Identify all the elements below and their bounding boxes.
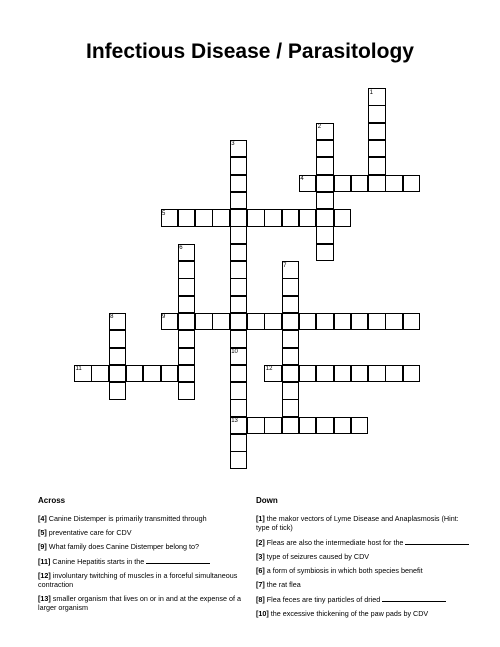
crossword-cell[interactable] xyxy=(247,209,265,227)
crossword-cell[interactable] xyxy=(316,365,334,383)
across-heading: Across xyxy=(38,496,66,505)
crossword-cell[interactable] xyxy=(385,175,403,193)
crossword-cell[interactable] xyxy=(282,330,300,348)
answer-blank xyxy=(405,537,469,545)
crossword-cell[interactable] xyxy=(195,313,213,331)
crossword-cell[interactable] xyxy=(195,209,213,227)
clue-text: Flea feces are tiny particles of dried xyxy=(266,595,381,604)
crossword-cell[interactable] xyxy=(161,313,179,331)
down-clue-list xyxy=(256,514,471,623)
crossword-cell[interactable] xyxy=(334,417,352,435)
crossword-cell[interactable] xyxy=(230,140,248,158)
across-clue xyxy=(38,514,253,523)
clue-text: smaller organism that lives on or in and at the expense of a larger organism xyxy=(38,594,241,612)
crossword-cell[interactable] xyxy=(334,175,352,193)
crossword-cell[interactable] xyxy=(351,313,369,331)
down-clue xyxy=(256,537,471,547)
cell-number: 1 xyxy=(369,89,373,96)
crossword-cell[interactable] xyxy=(385,365,403,383)
cell-number: 5 xyxy=(162,210,166,217)
crossword-cell[interactable] xyxy=(126,365,144,383)
crossword-cell[interactable] xyxy=(282,365,300,383)
crossword-cell[interactable] xyxy=(109,330,127,348)
across-clue xyxy=(38,542,253,551)
crossword-cell[interactable] xyxy=(368,88,386,106)
crossword-cell[interactable] xyxy=(316,244,334,262)
crossword-cell[interactable] xyxy=(230,296,248,314)
down-clue xyxy=(256,514,471,532)
crossword-cell[interactable] xyxy=(368,157,386,175)
crossword-cell[interactable] xyxy=(230,261,248,279)
crossword-cell[interactable] xyxy=(282,348,300,366)
cell-number: 8 xyxy=(110,314,114,321)
cell-number: 9 xyxy=(162,314,166,321)
cell-number: 6 xyxy=(179,245,183,252)
crossword-cell[interactable] xyxy=(299,175,317,193)
crossword-cell[interactable] xyxy=(282,296,300,314)
crossword-cell[interactable] xyxy=(178,382,196,400)
clue-number: [4] xyxy=(38,514,47,523)
crossword-cell[interactable] xyxy=(282,382,300,400)
crossword-cell[interactable] xyxy=(161,209,179,227)
crossword-cell[interactable] xyxy=(334,209,352,227)
crossword-cell[interactable] xyxy=(178,209,196,227)
clue-number: [7] xyxy=(256,580,265,589)
down-clue xyxy=(256,609,471,618)
clue-text: type of seizures caused by CDV xyxy=(266,552,370,561)
clue-text: What family does Canine Distemper belong to? xyxy=(48,542,200,551)
crossword-cell[interactable] xyxy=(351,417,369,435)
clue-text: Canine Distemper is primarily transmitted through xyxy=(48,514,207,523)
clue-number: [10] xyxy=(256,609,269,618)
crossword-cell[interactable] xyxy=(178,348,196,366)
crossword-cell[interactable] xyxy=(212,209,230,227)
crossword-cell[interactable] xyxy=(230,278,248,296)
crossword-cell[interactable] xyxy=(316,192,334,210)
crossword-cell[interactable] xyxy=(316,313,334,331)
crossword-cell[interactable] xyxy=(282,417,300,435)
crossword-cell[interactable] xyxy=(299,313,317,331)
answer-blank xyxy=(146,556,210,564)
crossword-cell[interactable] xyxy=(247,313,265,331)
crossword-cell[interactable] xyxy=(230,399,248,417)
crossword-cell[interactable] xyxy=(178,261,196,279)
crossword-cell[interactable] xyxy=(368,313,386,331)
crossword-cell[interactable] xyxy=(368,140,386,158)
crossword-cell[interactable] xyxy=(316,209,334,227)
clue-text: the excessive thickening of the paw pads by CDV xyxy=(270,609,429,618)
crossword-cell[interactable] xyxy=(109,313,127,331)
cell-number: 10 xyxy=(231,349,238,355)
crossword-cell[interactable] xyxy=(282,278,300,296)
clue-number: [12] xyxy=(38,571,51,580)
crossword-cell[interactable] xyxy=(230,313,248,331)
crossword-cell[interactable] xyxy=(230,157,248,175)
crossword-cell[interactable] xyxy=(316,157,334,175)
crossword-cell[interactable] xyxy=(178,244,196,262)
crossword-cell[interactable] xyxy=(351,365,369,383)
crossword-cell[interactable] xyxy=(230,175,248,193)
crossword-cell[interactable] xyxy=(247,417,265,435)
crossword-cell[interactable] xyxy=(178,313,196,331)
crossword-cell[interactable] xyxy=(178,365,196,383)
clue-number: [3] xyxy=(256,552,265,561)
crossword-cell[interactable] xyxy=(178,296,196,314)
crossword-cell[interactable] xyxy=(212,313,230,331)
crossword-cell[interactable] xyxy=(299,365,317,383)
crossword-cell[interactable] xyxy=(264,209,282,227)
crossword-cell[interactable] xyxy=(282,209,300,227)
across-clue-list xyxy=(38,514,253,617)
across-clue xyxy=(38,556,253,566)
clue-text: a form of symbiosis in which both species benefit xyxy=(266,566,423,575)
crossword-cell[interactable] xyxy=(282,261,300,279)
crossword-cell[interactable] xyxy=(109,365,127,383)
crossword-cell[interactable] xyxy=(230,348,248,366)
crossword-cell[interactable] xyxy=(316,123,334,141)
cell-number: 12 xyxy=(265,366,273,373)
clue-text: involuntary twitching of muscles in a forceful simultaneous contraction xyxy=(38,571,238,589)
crossword-cell[interactable] xyxy=(385,313,403,331)
crossword-cell[interactable] xyxy=(403,313,421,331)
crossword-cell[interactable] xyxy=(282,313,300,331)
across-clue xyxy=(38,571,253,589)
down-clue xyxy=(256,566,471,575)
cell-number: 7 xyxy=(283,262,287,269)
cell-number: 11 xyxy=(75,366,82,373)
crossword-cell[interactable] xyxy=(230,382,248,400)
crossword-cell[interactable] xyxy=(299,209,317,227)
cell-number: 13 xyxy=(231,418,238,425)
crossword-cell[interactable] xyxy=(403,365,421,383)
crossword-cell[interactable] xyxy=(230,226,248,244)
page-title: Infectious Disease / Parasitology xyxy=(86,40,414,63)
crossword-cell[interactable] xyxy=(316,140,334,158)
crossword-cell[interactable] xyxy=(316,175,334,193)
crossword-cell[interactable] xyxy=(91,365,109,383)
crossword-cell[interactable] xyxy=(109,382,127,400)
crossword-cell[interactable] xyxy=(316,226,334,244)
crossword-cell[interactable] xyxy=(334,313,352,331)
answer-blank xyxy=(382,594,446,602)
crossword-cell[interactable] xyxy=(230,209,248,227)
clue-text: preventative care for CDV xyxy=(48,528,132,537)
cell-number: 3 xyxy=(231,141,235,148)
clue-number: [9] xyxy=(38,542,47,551)
clue-text: the makor vectors of Lyme Disease and Anaplasmosis (Hint: type of tick) xyxy=(256,514,459,532)
crossword-cell[interactable] xyxy=(282,399,300,417)
crossword-cell[interactable] xyxy=(368,365,386,383)
clue-text: Canine Hepatitis starts in the xyxy=(52,557,145,566)
clue-number: [8] xyxy=(256,595,265,604)
cell-number: 4 xyxy=(300,176,304,182)
crossword-cell[interactable] xyxy=(109,348,127,366)
cell-number: 2 xyxy=(317,124,322,131)
crossword-cell[interactable] xyxy=(74,365,92,383)
crossword-cell[interactable] xyxy=(178,278,196,296)
crossword-cell[interactable] xyxy=(230,244,248,262)
crossword-cell[interactable] xyxy=(334,365,352,383)
crossword-cell[interactable] xyxy=(264,365,282,383)
down-clue xyxy=(256,580,471,589)
down-clue xyxy=(256,552,471,561)
down-clue xyxy=(256,594,471,604)
clue-number: [13] xyxy=(38,594,51,603)
crossword-cell[interactable] xyxy=(143,365,161,383)
crossword-cell[interactable] xyxy=(403,175,421,193)
clue-text: the rat flea xyxy=(266,580,301,589)
crossword-cell[interactable] xyxy=(230,192,248,210)
clue-text: Fleas are also the intermediate host for the xyxy=(266,538,404,547)
crossword-cell[interactable] xyxy=(368,175,386,193)
across-clue xyxy=(38,528,253,537)
down-heading: Down xyxy=(256,496,278,505)
crossword-cell[interactable] xyxy=(368,123,386,141)
crossword-cell[interactable] xyxy=(230,417,248,435)
crossword-cell[interactable] xyxy=(178,330,196,348)
crossword-cell[interactable] xyxy=(264,417,282,435)
crossword-cell[interactable] xyxy=(299,417,317,435)
crossword-cell[interactable] xyxy=(264,313,282,331)
crossword-cell[interactable] xyxy=(351,175,369,193)
clue-number: [6] xyxy=(256,566,265,575)
crossword-cell[interactable] xyxy=(368,105,386,123)
crossword-cell[interactable] xyxy=(230,330,248,348)
crossword-cell[interactable] xyxy=(316,417,334,435)
clue-number: [11] xyxy=(38,557,51,566)
clue-number: [5] xyxy=(38,528,47,537)
clue-number: [1] xyxy=(256,514,265,523)
across-clue xyxy=(38,594,253,612)
crossword-cell[interactable] xyxy=(230,451,248,469)
crossword-cell[interactable] xyxy=(230,365,248,383)
crossword-cell[interactable] xyxy=(161,365,179,383)
clue-number: [2] xyxy=(256,538,265,547)
crossword-cell[interactable] xyxy=(230,434,248,452)
